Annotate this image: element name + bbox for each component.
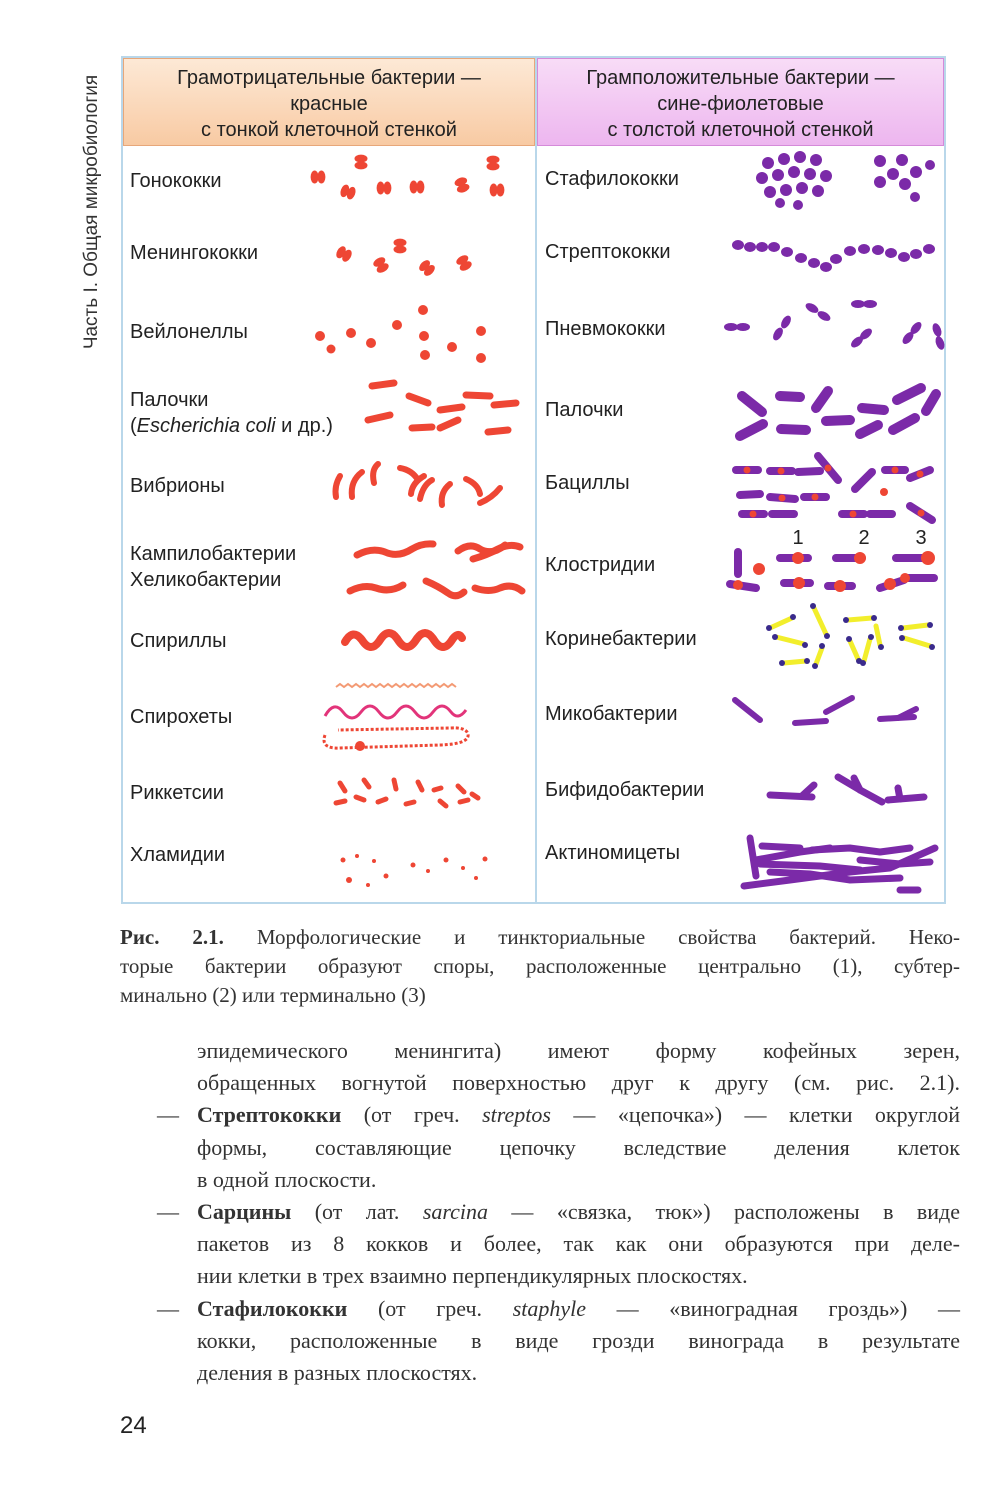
header-gram-negative: Грамотрицательные бактерии — красные с тонкой клеточной стенкой (123, 58, 535, 146)
label-rods-gp: Палочки (545, 399, 624, 421)
label-mycobacteria: Микобактерии (545, 703, 678, 725)
label-meningococci: Менингококки (130, 242, 259, 264)
label-gonococci: Гонококки (130, 170, 222, 192)
campylobacter-drawing (350, 544, 522, 596)
gn-rods-drawing (368, 383, 516, 432)
pneumococci-drawing (724, 300, 946, 351)
figure-caption: Рис. 2.1. Морфологические и тинкториальные свойства бактерий. Неко- торые бактерии образуют споры, расположенные центрально (1), субтер- минально (2) или терминально (3) (120, 925, 960, 1007)
gonococci-drawing (311, 155, 505, 201)
paragraph-staphylococci: — Стафилококки (от греч. staphyle — «виноградная гроздь») — (157, 1295, 960, 1321)
bacilli-drawing (736, 456, 932, 520)
label-rickettsia: Риккетсии (130, 782, 224, 804)
meningococci-drawing (334, 239, 473, 278)
label-actinomycetes: Актиномицеты (545, 842, 680, 864)
label-bacilli: Бациллы (545, 472, 630, 494)
spore-number-1: 1 (792, 527, 804, 549)
rickettsia-drawing (336, 780, 478, 806)
label-spirilla: Спириллы (130, 630, 227, 652)
spirilla-drawing (345, 633, 462, 647)
spore-number-3: 3 (915, 527, 927, 549)
label-vibrio: Вибрионы (130, 475, 225, 497)
veillonella-drawing (315, 305, 486, 363)
body-text: эпидемического менингита) имеют форму кофейных зерен, обращенных вогнутой поверхностью друг к другу (см. рис. 2.1). — Стрептококки (от греч. streptos — «цепочка») — клетки округлой формы, составляющие цепочку вследствие деления клеток в одной плоскости. — Сарцины (от лат. sarcina — «связка, тюк») расположены в виде пакетов из 8 кокков и более, так как они образуются при деле- нии клетки в трех взаимно перпендикулярных плоскостях. — Стафилококки (от греч. staphyle — «виноградная гроздь») — кокки, расположенные в виде грозди винограда в результате деления в разных плоскостях. (157, 1038, 960, 1386)
chlamydia-drawing (341, 854, 488, 887)
spore-number-2: 2 (858, 527, 870, 549)
label-spirochetes: Спирохеты (130, 706, 233, 728)
label-staphylococci: Стафилококки (545, 168, 679, 190)
header-gram-positive: Грамположительные бактерии — сине-фиолетовые с толстой клеточной стенкой (537, 58, 944, 146)
paragraph-streptococci: — Стрептококки (от греч. streptos — «цепочка») — клетки округлой (157, 1102, 960, 1128)
mycobacteria-drawing (735, 698, 916, 723)
clostridia-drawing (730, 527, 935, 592)
staphylococci-drawing (756, 151, 935, 210)
bifidobacteria-drawing (770, 777, 924, 802)
paragraph-sarcina: — Сарцины (от лат. sarcina — «связка, тюк») расположены в виде (157, 1199, 960, 1225)
streptococci-drawing (732, 240, 935, 272)
label-pneumococci: Пневмококки (545, 318, 666, 340)
actinomycetes-drawing (744, 838, 935, 890)
page-number: 24 (120, 1412, 147, 1439)
label-campylo-helico: Кампилобактерии Хеликобактерии (130, 543, 297, 591)
corynebacteria-drawing (766, 603, 935, 669)
label-bifidobacteria: Бифидобактерии (545, 779, 705, 801)
label-rods-gn: Палочки (Escherichia coli и др.) (130, 389, 333, 437)
label-clostridia: Клостридии (545, 554, 656, 576)
label-chlamydia: Хламидии (130, 844, 226, 866)
label-corynebacteria: Коринебактерии (545, 628, 697, 650)
gp-rods-drawing (740, 388, 936, 436)
label-veillonella: Вейлонеллы (130, 321, 248, 343)
chapter-side-label: Часть I. Общая микробиология (81, 74, 102, 350)
label-streptococci: Стрептококки (545, 241, 671, 263)
spirochetes-drawing (324, 684, 468, 751)
vibrio-drawing (336, 464, 501, 505)
